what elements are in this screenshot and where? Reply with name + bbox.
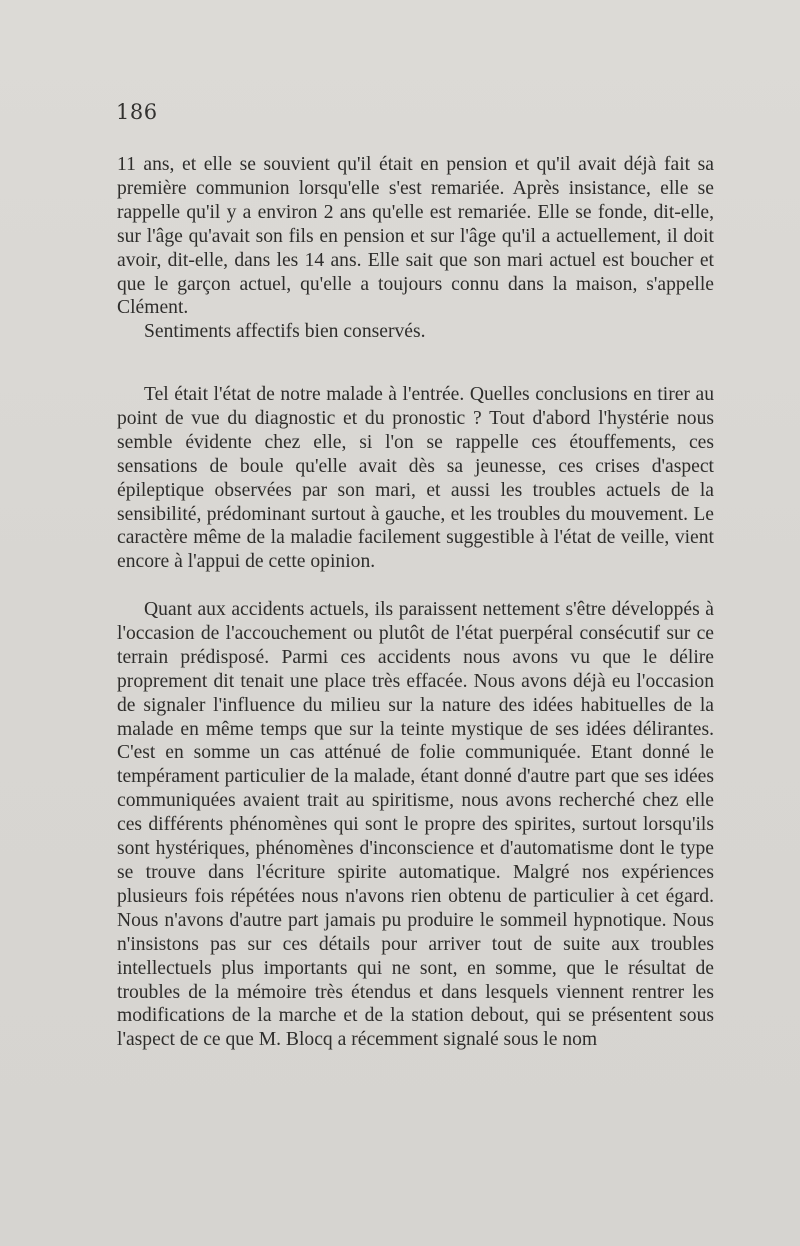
paragraph-continuation: 11 ans, et elle se souvient qu'il était en pension et qu'il avait déjà fait sa première communion lorsqu'elle s'est remariée. Après insistance, elle se rappelle qu'il y a environ 2 ans qu'elle est remariée. Elle se fonde, dit-elle, sur l'âge qu'avait son fils en pension et sur l'âge qu'il a actuellement, il doit avoir, dit-elle, dans les 14 ans. Elle sait que son mari actuel est boucher et que le garçon actuel, qu'elle a toujours connu dans la maison, s'appelle Clément. (117, 154, 714, 319)
text-block-top (117, 153, 714, 344)
text-block-accidents (117, 598, 714, 1052)
paragraph-diagnosis: Tel était l'état de notre malade à l'entrée. Quelles conclusions en tirer au point de vue du diagnostic et du pronostic ? Tout d'abord l'hystérie nous semble évidente chez elle, si l'on se rappelle ces étouffements, ces sensations de boule qu'elle avait dès sa jeunesse, ces crises d'aspect épileptique observées par son mari, et aussi les troubles actuels de la sensibilité, prédominant surtout à gauche, et les troubles du mouvement. Le caractère même de la maladie facilement suggestible à l'état de veille, vient encore à l'appui de cette opinion. (117, 384, 714, 573)
paragraph-accidents: Quant aux accidents actuels, ils paraissent nettement s'être développés à l'occasion de l'accouchement ou plutôt de l'état puerpéral consécutif sur ce terrain prédisposé. Parmi ces accidents nous avons vu que le délire proprement dit tenait une place très effacée. Nous avons déjà eu l'occasion de signaler l'influence du milieu sur la nature des idées habituelles de la malade en même temps que sur la teinte mystique de ses idées délirantes. C'est en somme un cas atténué de folie communiquée. Etant donné le tempérament particulier de la malade, étant donné d'autre part que ses idées communiquées avaient trait au spiritisme, nous avons recherché chez elle ces différents phénomènes qui sont le propre des spirites, surtout lorsqu'ils sont hystériques, phénomènes d'inconscience et d'automatisme dont le type se trouve dans l'écriture spirite automatique. Malgré nos expériences plusieurs fois répétées nous n'avons rien obtenu de particulier à cet égard. Nous n'avons d'autre part jamais pu produire le sommeil hypnotique. Nous n'insistons pas sur ces détails pour arriver tout de suite aux troubles intellectuels plus importants qui ne sont, en somme, que le résultat de troubles de la mémoire très étendus et dans lesquels viennent rentrer les modifications de la marche et de la station debout, qui se présentent sous l'aspect de ce que M. Blocq a récemment signalé sous le nom (117, 599, 714, 1051)
text-block-diagnosis (117, 383, 714, 574)
paragraph-affective: Sentiments affectifs bien conservés. (144, 321, 426, 343)
page-number: 186 (116, 100, 158, 124)
